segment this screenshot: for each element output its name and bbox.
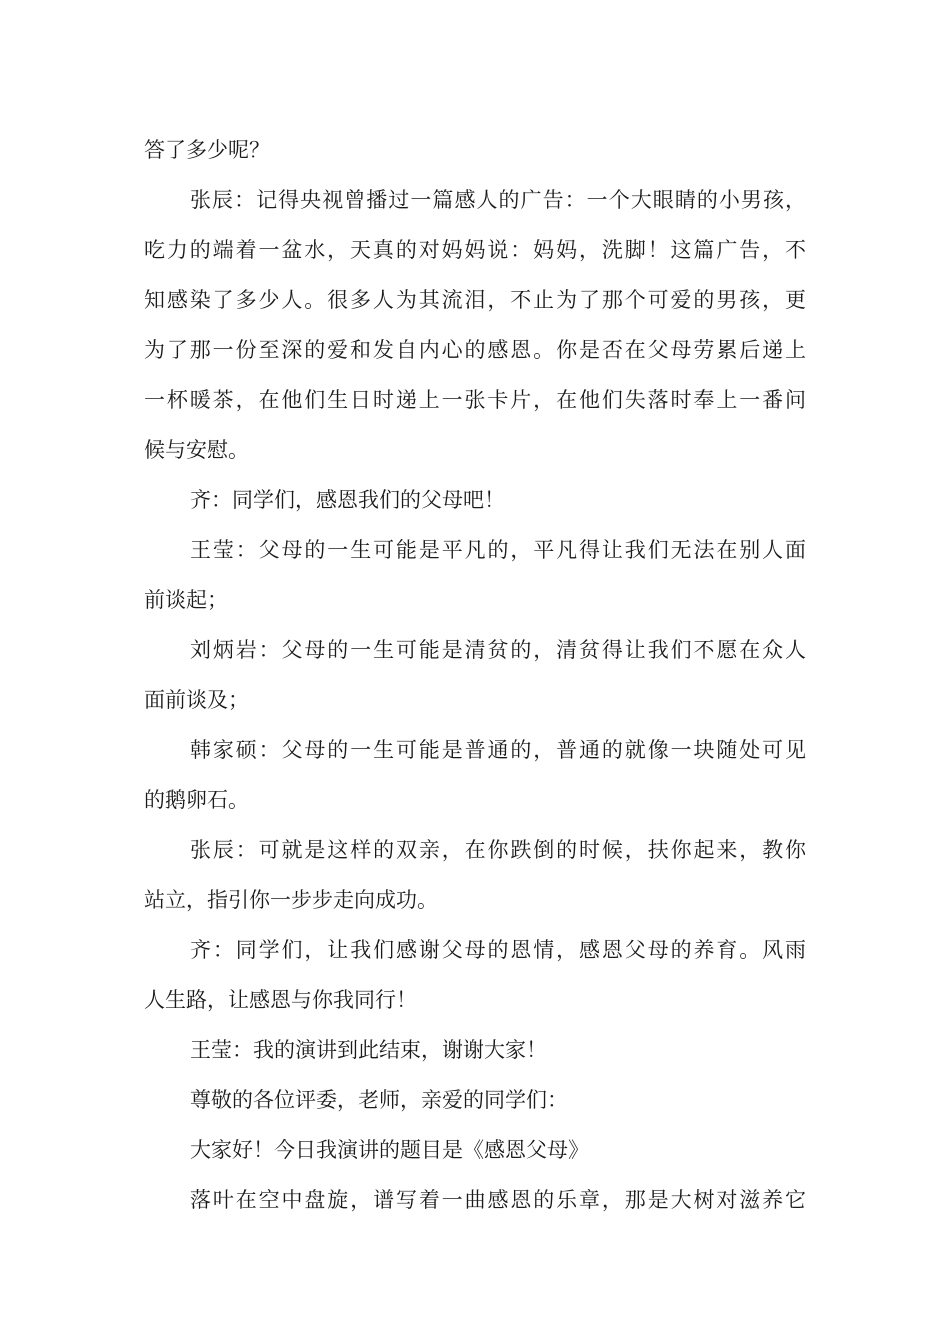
text-line: 齐：同学们，让我们感谢父母的恩情，感恩父母的养育。风雨 <box>190 938 806 962</box>
text-line: 张辰：可就是这样的双亲，在你跌倒的时候，扶你起来，教你 <box>190 838 806 862</box>
text-line: 王莹：父母的一生可能是平凡的，平凡得让我们无法在别人面 <box>190 538 806 562</box>
text-line: 吃力的端着一盆水，天真的对妈妈说：妈妈，洗脚！这篇广告，不 <box>144 238 806 262</box>
text-line: 答了多少呢？ <box>144 138 270 162</box>
text-line: 知感染了多少人。很多人为其流泪，不止为了那个可爱的男孩，更 <box>144 288 806 312</box>
text-line: 张辰：记得央视曾播过一篇感人的广告：一个大眼睛的小男孩， <box>190 188 806 212</box>
text-line: 面前谈及； <box>144 688 249 712</box>
text-line: 落叶在空中盘旋，谱写着一曲感恩的乐章，那是大树对滋养它 <box>190 1188 806 1212</box>
text-line: 为了那一份至深的爱和发自内心的感恩。你是否在父母劳累后递上 <box>144 338 806 362</box>
text-line: 齐：同学们，感恩我们的父母吧！ <box>190 488 505 512</box>
text-line: 人生路，让感恩与你我同行！ <box>144 988 417 1012</box>
text-line: 站立，指引你一步步走向成功。 <box>144 888 438 912</box>
text-line: 王莹：我的演讲到此结束，谢谢大家！ <box>190 1038 547 1062</box>
text-line: 前谈起； <box>144 588 228 612</box>
text-line: 的鹅卵石。 <box>144 788 249 812</box>
text-line: 刘炳岩：父母的一生可能是清贫的，清贫得让我们不愿在众人 <box>190 638 806 662</box>
text-line: 候与安慰。 <box>144 438 249 462</box>
text-line: 韩家硕：父母的一生可能是普通的，普通的就像一块随处可见 <box>190 738 806 762</box>
text-line: 大家好！今日我演讲的题目是《感恩父母》 <box>190 1138 589 1162</box>
text-line: 尊敬的各位评委，老师，亲爱的同学们： <box>190 1088 568 1112</box>
text-line: 一杯暖茶，在他们生日时递上一张卡片，在他们失落时奉上一番问 <box>144 388 806 412</box>
